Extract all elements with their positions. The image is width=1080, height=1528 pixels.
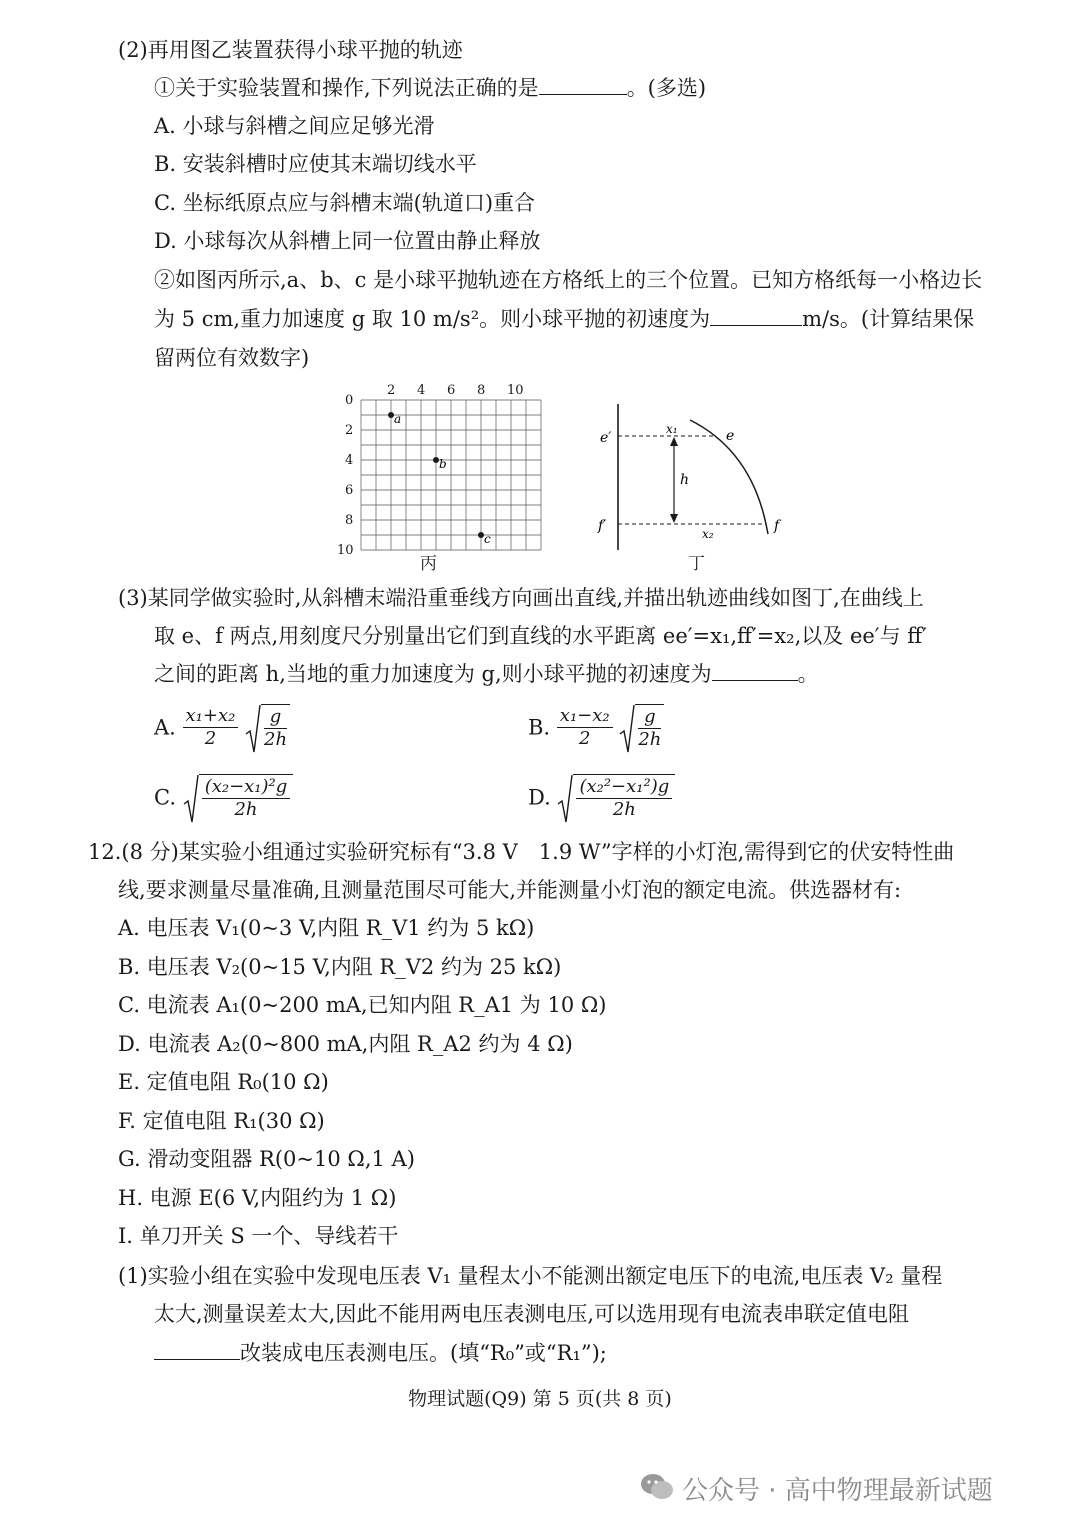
option-b-root: $\frac{g}{2h}$	[619, 704, 664, 751]
q12-line1: 12.(8 分)某实验小组通过实验研究标有“3.8 V 1.9 W”字样的小灯泡,需得到它的伏安特性曲	[88, 840, 955, 864]
q12-p1-line1: (1)实验小组在实验中发现电压表 V₁ 量程太小不能测出额定电压下的电流,电压表 V₂ 量程	[118, 1264, 943, 1288]
option-d-root: $\frac{\text{(x₂²−x₁²)g}}{2h}$	[557, 774, 675, 821]
figure-bing-caption: 丙	[420, 554, 437, 574]
option-b-label: B.	[528, 715, 551, 740]
y-tick-label: 8	[345, 513, 354, 528]
label-e: e	[726, 428, 735, 444]
answer-blank-3[interactable]	[712, 662, 798, 681]
option-a-label: A.	[154, 715, 176, 740]
q11p2-s2-line3: 留两位有效数字)	[154, 346, 310, 370]
q12-p1-line3-text: 改装成电压表测电压。(填“R₀”或“R₁”);	[240, 1341, 607, 1365]
x-tick-label: 6	[447, 383, 456, 398]
label-f: f	[774, 518, 780, 534]
q12-item-b: B. 电压表 V₂(0~15 V,内阻 R_V2 约为 25 kΩ)	[118, 955, 562, 979]
q11p3-option-a	[154, 704, 290, 751]
q11p3-line3-a: 之间的距离 h,当地的重力加速度为 g,则小球平抛的初速度为	[154, 662, 712, 686]
grid-lines	[361, 400, 541, 550]
option-d-label: D.	[528, 785, 551, 810]
q11p2-s2-line2-b: m/s。(计算结果保	[802, 307, 975, 331]
label-e-prime: e′	[600, 430, 612, 446]
q12-item-f: F. 定值电阻 R₁(30 Ω)	[118, 1109, 325, 1133]
option-c-label: C.	[154, 785, 176, 810]
answer-blank-1[interactable]	[539, 76, 627, 95]
figure-ding-trajectory	[590, 400, 800, 555]
q11p2-s1	[154, 74, 706, 102]
q12-item-c: C. 电流表 A₁(0~200 mA,已知内阻 R_A1 为 10 Ω)	[118, 993, 607, 1017]
q11p2-s1-suffix: 。(多选)	[626, 76, 707, 100]
figure-ding-caption: 丁	[688, 554, 705, 574]
q12-line2: 线,要求测量尽量准确,且测量范围尽可能大,并能测量小灯泡的额定电流。供选器材有:	[118, 878, 902, 902]
q11p2-option-a: A. 小球与斜槽之间应足够光滑	[154, 114, 435, 138]
point-label-a: a	[394, 412, 402, 426]
q12-p1-line2: 太大,测量误差太大,因此不能用两电压表测电压,可以选用现有电流表串联定值电阻	[154, 1302, 910, 1326]
y-tick-label: 10	[337, 543, 354, 558]
label-x2: x₂	[702, 527, 714, 541]
label-f-prime: f′	[598, 518, 607, 534]
q12-item-e: E. 定值电阻 R₀(10 Ω)	[118, 1070, 329, 1094]
y-tick-label: 6	[345, 483, 354, 498]
option-c-root: $\frac{\text{(x₂−x₁)²g}}{2h}$	[183, 774, 294, 821]
q11p2-heading: (2)再用图乙装置获得小球平抛的轨迹	[118, 38, 463, 62]
figure-bing-grid	[325, 378, 555, 568]
x-tick-label: 10	[507, 383, 524, 398]
label-x1: x₁	[666, 422, 678, 436]
q12-item-d: D. 电流表 A₂(0~800 mA,内阻 R_A2 约为 4 Ω)	[118, 1032, 573, 1056]
watermark-text: 公众号 · 高中物理最新试题	[682, 1476, 993, 1506]
answer-blank-2[interactable]	[710, 307, 802, 326]
wechat-icon	[640, 1472, 674, 1502]
y-tick-label: 4	[345, 453, 354, 468]
point-label-b: b	[439, 457, 447, 471]
x-tick-label: 2	[387, 383, 396, 398]
page-footer: 物理试题(Q9) 第 5 页(共 8 页)	[408, 1388, 672, 1410]
option-a-root: $\frac{g}{2h}$	[245, 704, 290, 751]
label-h: h	[680, 472, 690, 488]
q11p2-s1-prefix: ①关于实验装置和操作,下列说法正确的是	[154, 76, 539, 100]
q11p2-s2-line2-a: 为 5 cm,重力加速度 g 取 10 m/s²。则小球平抛的初速度为	[154, 307, 711, 331]
x-tick-label: 4	[417, 383, 426, 398]
answer-blank-4[interactable]	[154, 1341, 240, 1360]
q11p2-s2-line2	[154, 305, 974, 333]
q11p3-line3	[154, 660, 819, 688]
q11p3-line3-b: 。	[797, 662, 819, 686]
q11p3-option-d	[528, 774, 675, 821]
q11p3-line1: (3)某同学做实验时,从斜槽末端沿重垂线方向画出直线,并描出轨迹曲线如图丁,在曲线上	[118, 586, 924, 610]
q11p3-option-c	[154, 774, 293, 821]
q11p2-s2-line1: ②如图丙所示,a、b、c 是小球平抛轨迹在方格纸上的三个位置。已知方格纸每一小格边长	[154, 268, 983, 292]
q12-item-a: A. 电压表 V₁(0~3 V,内阻 R_V1 约为 5 kΩ)	[118, 916, 535, 940]
q11p3-option-b	[528, 704, 664, 751]
x-tick-label: 8	[477, 383, 486, 398]
q11p3-line2: 取 e、f 两点,用刻度尺分别量出它们到直线的水平距离 ee′=x₁,ff′=x₂,以及 ee′与 ff′	[154, 624, 927, 648]
q11p2-option-d: D. 小球每次从斜槽上同一位置由静止释放	[154, 229, 541, 253]
option-a-fraction: $\frac{\text{x₁+x₂}}{2}$	[183, 705, 239, 750]
q11p2-option-c: C. 坐标纸原点应与斜槽末端(轨道口)重合	[154, 191, 536, 215]
point-label-c: c	[484, 532, 491, 546]
y-tick-label: 2	[345, 423, 354, 438]
q12-item-h: H. 电源 E(6 V,内阻约为 1 Ω)	[118, 1186, 397, 1210]
q12-item-i: I. 单刀开关 S 一个、导线若干	[118, 1224, 399, 1248]
q12-item-g: G. 滑动变阻器 R(0~10 Ω,1 A)	[118, 1147, 415, 1171]
q12-p1-line3	[154, 1339, 607, 1367]
y-tick-label: 0	[345, 393, 354, 408]
option-b-fraction: $\frac{\text{x₁−x₂}}{2}$	[557, 705, 613, 750]
q11p2-option-b: B. 安装斜槽时应使其末端切线水平	[154, 152, 477, 176]
